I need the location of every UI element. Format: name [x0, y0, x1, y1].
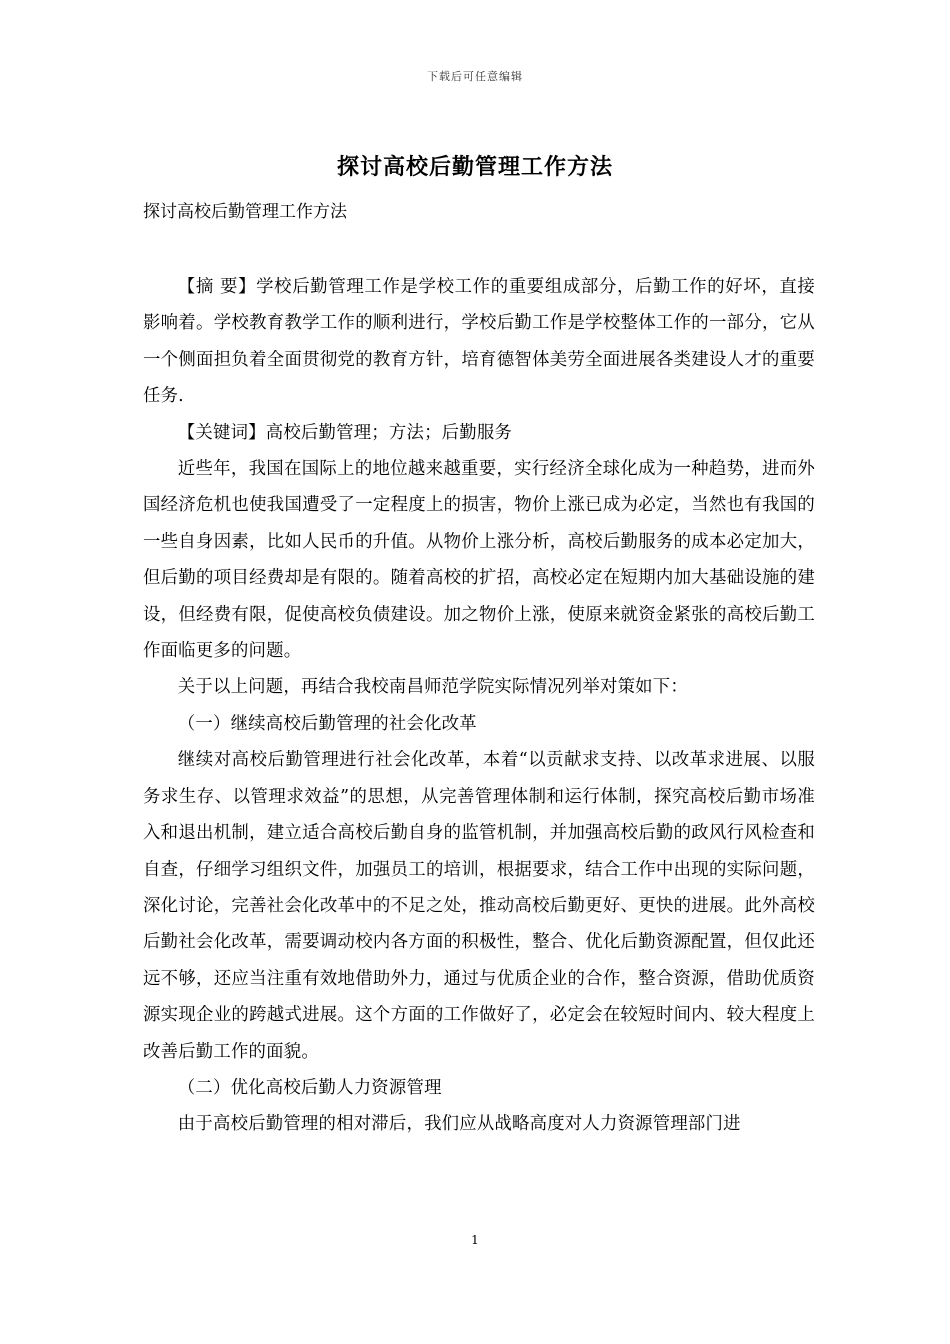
lead-in-paragraph: 关于以上问题，再结合我校南昌师范学院实际情况列举对策如下：	[177, 677, 688, 698]
page-number: 1	[471, 1233, 479, 1247]
section-1-paragraph: 继续对高校后勤管理进行社会化改革，本着“以贡献求支持、以改革求进展、以服务求生存、以管理求效益”的思想，从完善管理体制和运行体制，探究高校后勤市场准入和退出机制，建立适合高校后勤自身的监管机制，并加强高校后勤的政风行风检查和自查，仔细学习组织文件，加强员工的培训，根据要求，结合工作中出现的实际问题，深化讨论，完善社会化改革中的不足之处，推动高校后勤更好、更快的进展。此外高校后勤社会化改革，需要调动校内各方面的积极性，整合、优化后勤资源配置，但仅此还远不够，还应当注重有效地借助外力，通过与优质企业的合作，整合资源，借助优质资源实现企业的跨越式进展。这个方面的工作做好了，必定会在较短时间内、较大程度上改善后勤工作的面貌。	[143, 750, 815, 1062]
document-subtitle: 探讨高校后勤管理工作方法	[143, 202, 347, 222]
section-heading-1: （一）继续高校后勤管理的社会化改革	[177, 713, 477, 734]
header-note: 下载后可任意编辑	[427, 70, 523, 83]
document-title: 探讨高校后勤管理工作方法	[336, 154, 613, 180]
section-heading-2: （二）优化高校后勤人力资源管理	[177, 1077, 442, 1098]
section-2-paragraph: 由于高校后勤管理的相对滞后，我们应从战略高度对人力资源管理部门进	[177, 1114, 741, 1135]
intro-paragraph: 近些年，我国在国际上的地位越来越重要，实行经济全球化成为一种趋势，进而外国经济危机也使我国遭受了一定程度上的损害，物价上涨已成为必定，当然也有我国的一些自身因素，比如人民币的升值。从物价上涨分析，高校后勤服务的成本必定加大，但后勤的项目经费却是有限的。随着高校的扩招，高校必定在短期内加大基础设施的建设，但经费有限，促使高校负债建设。加之物价上涨，使原来就资金紧张的高校后勤工作面临更多的问题。	[143, 459, 815, 662]
abstract-paragraph: 【摘 要】学校后勤管理工作是学校工作的重要组成部分，后勤工作的好坏，直接影响着。学校教育教学工作的顺利进行，学校后勤工作是学校整体工作的一部分，它从一个侧面担负着全面贯彻党的教育方针，培育德智体美劳全面进展各类建设人才的重要任务.	[143, 277, 815, 407]
document-body	[143, 269, 815, 1143]
keywords-paragraph: 【关键词】高校后勤管理；方法；后勤服务	[177, 422, 513, 443]
